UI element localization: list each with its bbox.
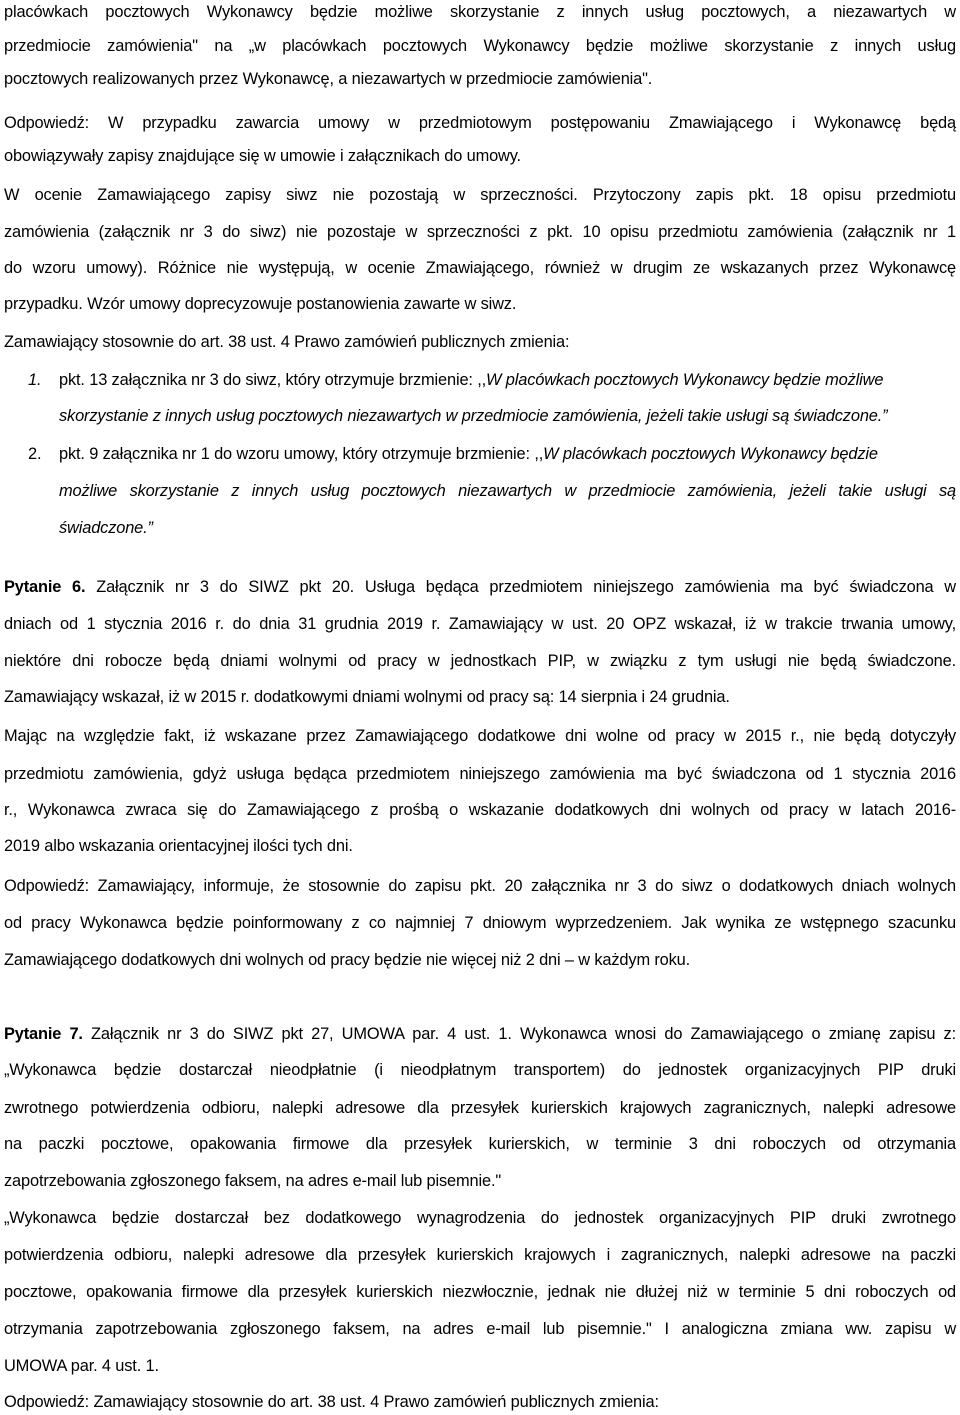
list-item-quote: W placówkach pocztowych Wykonawcy będzie [543, 445, 878, 463]
text-line: Zamawiający stosownie do art. 38 ust. 4 Prawo zamówień publicznych zmienia: [4, 333, 570, 351]
text-line: zwrotnego potwierdzenia odbioru, nalepki adresowe dla przesyłek kurierskich krajowych zagranicznych, nalepki adresowe [4, 1099, 956, 1117]
list-item-continuation: świadczone.” [59, 519, 153, 537]
text-line: do wzoru umowy). Różnice nie występują, w ocenie Zmawiającego, również w drugim ze wskazanych przez Wykonawcę [4, 259, 956, 277]
text-line: przedmiotu zamówienia, gdyż usługa będąca przedmiotem niniejszego zamówienia ma być świadczona od 1 stycznia 2016 [4, 765, 956, 783]
text-line: niektóre dni robocze będą dniami wolnymi od pracy w jednostkach PIP, w związku z tym usługi nie będą świadczone. [4, 652, 956, 670]
text-line: „Wykonawca będzie dostarczał nieodpłatnie (i nieodpłatnym transportem) do jednostek organizacyjnych PIP druki [4, 1061, 956, 1079]
text-line: od pracy Wykonawca będzie poinformowany z co najmniej 7 dniowym wyprzedzeniem. Jak wynika ze wstępnego szacunku [4, 914, 956, 932]
text-line: dniach od 1 stycznia 2016 r. do dnia 31 grudnia 2019 r. Zamawiający w ust. 20 OPZ wskazał, iż w trakcie trwania umowy, [4, 615, 956, 633]
text-line: Zamawiający wskazał, iż w 2015 r. dodatkowymi dniami wolnymi od pracy są: 14 sierpnia i 24 grudnia. [4, 688, 730, 706]
text-line: zamówienia (załącznik nr 3 do siwz) nie pozostaje w sprzeczności z pkt. 10 opisu przedmiotu zamówienia (załącznik nr 1 [4, 223, 956, 241]
text-line: zapotrzebowania zgłoszonego faksem, na adres e-mail lub pisemnie." [4, 1172, 502, 1190]
text-line: UMOWA par. 4 ust. 1. [4, 1357, 159, 1375]
text-line: pocztowe, opakowania firmowe dla przesyłek kurierskich niezwłocznie, jednak nie dłużej niż w terminie 5 dni roboczych od [4, 1283, 956, 1301]
text-line: Mając na względzie fakt, iż wskazane przez Zamawiającego dodatkowe dni wolne od pracy w 2015 r., nie będą dotyczyły [4, 727, 956, 745]
question-heading: Pytanie 7. [4, 1025, 83, 1043]
text-line: r., Wykonawca zwraca się do Zamawiającego z prośbą o wskazanie dodatkowych dni wolnych od pracy w latach 2016- [4, 801, 956, 819]
text-line: przypadku. Wzór umowy doprecyzowuje postanowienia zawarte w siwz. [4, 295, 517, 313]
text-line: otrzymania zapotrzebowania zgłoszonego faksem, na adres e-mail lub pisemnie." I analogiczna zmiana ww. zapisu w [4, 1320, 956, 1338]
text-line: Zamawiającego dodatkowych dni wolnych od pracy będzie nie więcej niż 2 dni – w każdym roku. [4, 951, 691, 969]
text-line: placówkach pocztowych Wykonawcy będzie możliwe skorzystanie z innych usług pocztowych, a niezawartych w [4, 3, 956, 21]
answer-line: Odpowiedź: Zamawiający, informuje, że stosownie do zapisu pkt. 20 załącznika nr 3 do siwz o dodatkowych dniach wolnych [4, 877, 956, 895]
answer-line: Odpowiedź: Zamawiający stosownie do art. 38 ust. 4 Prawo zamówień publicznych zmienia: [4, 1393, 659, 1411]
list-item-quote: W placówkach pocztowych Wykonawcy będzie możliwe [486, 371, 884, 389]
text-line: przedmiocie zamówienia" na „w placówkach pocztowych Wykonawcy będzie możliwe skorzystanie z innych usług [4, 37, 956, 55]
list-item-1 [28, 370, 956, 390]
question-text: Załącznik nr 3 do SIWZ pkt 20. Usługa będąca przedmiotem niniejszego zamówienia ma być świadczona w [85, 578, 956, 596]
text-line: pocztowych realizowanych przez Wykonawcę, a niezawartych w przedmiocie zamówienia". [4, 70, 653, 88]
question-heading: Pytanie 6. [4, 578, 86, 596]
answer-line: Odpowiedź: W przypadku zawarcia umowy w przedmiotowym postępowaniu Zmawiającego i Wykonawcę będą [4, 114, 956, 132]
question-text: Załącznik nr 3 do SIWZ pkt 27, UMOWA par. 4 ust. 1. Wykonawca wnosi do Zamawiającego o zmianę zapisu z: [82, 1025, 957, 1043]
list-item-text: pkt. 13 załącznika nr 3 do siwz, który otrzymuje brzmienie: ,, [59, 371, 487, 389]
text-line: na paczki pocztowe, opakowania firmowe dla przesyłek kurierskich, w terminie 3 dni roboczych od otrzymania [4, 1135, 956, 1153]
list-item-text: pkt. 9 załącznika nr 1 do wzoru umowy, który otrzymuje brzmienie: ,, [59, 445, 544, 463]
list-item-quote: skorzystanie z innych usług pocztowych niezawartych w przedmiocie zamówienia, jeżeli takie usługi są świadczone.” [59, 407, 888, 425]
list-item-continuation: możliwe skorzystanie z innych usług pocztowych niezawartych w przedmiocie zamówienia, jeżeli takie usługi są [59, 482, 956, 500]
question-7-line [4, 1024, 956, 1044]
text-line: potwierdzenia odbioru, nalepki adresowe dla przesyłek kurierskich krajowych i zagranicznych, nalepki adresowe na paczki [4, 1246, 956, 1264]
list-number: 2. [28, 445, 42, 463]
question-6-line [4, 577, 956, 597]
text-line: obowiązywały zapisy znajdujące się w umowie i załącznikach do umowy. [4, 147, 521, 165]
text-line: 2019 albo wskazania orientacyjnej ilości tych dni. [4, 837, 353, 855]
list-item-continuation [59, 406, 956, 426]
text-line: W ocenie Zamawiającego zapisy siwz nie pozostają w sprzeczności. Przytoczony zapis pkt. 18 opisu przedmiotu [4, 186, 956, 204]
text-line: „Wykonawca będzie dostarczał bez dodatkowego wynagrodzenia do jednostek organizacyjnych PIP druki zwrotnego [4, 1209, 956, 1227]
list-item-2 [28, 444, 956, 464]
list-number: 1. [28, 371, 42, 389]
